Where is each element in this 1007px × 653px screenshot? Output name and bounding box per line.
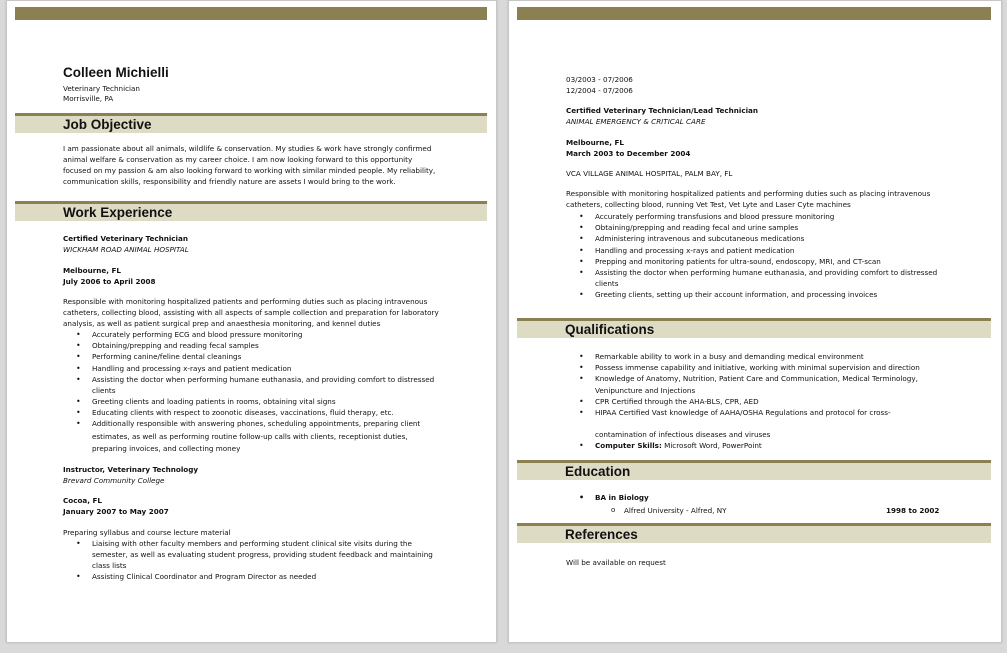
list-item-continuation: clients: [595, 279, 619, 288]
section-header-job-objective: Job Objective: [15, 113, 487, 133]
education-degree: • BA in Biology: [595, 492, 649, 503]
job-summary-line: catheters, collecting blood, running Vet Test, Vet Lyte and Laser Cyte machines: [566, 200, 851, 209]
list-item: • Knowledge of Anatomy, Nutrition, Patient Care and Communication, Medical Terminology,: [595, 373, 920, 384]
list-item: • Prepping and monitoring patients for ultra-sound, endoscopy, MRI, and CT-scan: [595, 256, 937, 267]
list-item: • Handling and processing x-rays and patient medication: [92, 363, 434, 374]
page-top-bar: [517, 7, 991, 20]
candidate-title: Veterinary Technician: [63, 84, 140, 93]
list-item-continuation: Venipuncture and Injections: [595, 386, 696, 395]
candidate-location: Morrisville, PA: [63, 94, 114, 103]
job-dates: March 2003 to December 2004: [566, 149, 691, 158]
job-dates: July 2006 to April 2008: [63, 277, 156, 286]
list-item: • Obtaining/prepping and reading fecal samples: [92, 340, 434, 351]
job-title: Instructor, Veterinary Technology: [63, 465, 199, 474]
job-bullet-list: [595, 211, 937, 278]
job-summary-line: Responsible with monitoring hospitalized patients and performing duties such as placing intravenous: [566, 189, 931, 198]
list-item: • Greeting clients and loading patients in rooms, obtaining vital signs: [92, 396, 420, 407]
candidate-name: Colleen Michielli: [63, 65, 169, 80]
job-summary-line: catheters, collecting blood, assisting with all aspects of sample collection and preparation for laboratory: [63, 308, 439, 317]
section-header-qualifications: Qualifications: [517, 318, 991, 338]
list-item-continuation: estimates, as well as performing routine follow-up calls with clients, receptionist duties,: [92, 432, 408, 441]
education-years: 1998 to 2002: [886, 506, 940, 515]
list-item: • Handling and processing x-rays and patient medication: [595, 245, 937, 256]
date-range: 03/2003 - 07/2006: [566, 75, 633, 84]
job-summary-line: Preparing syllabus and course lecture material: [63, 528, 231, 537]
objective-line: I am passionate about all animals, wildlife & conservation. My studies & work have strongly confirmed: [63, 144, 432, 153]
list-item-continuation: semester, as well as evaluating student progress, providing student feedback and maintaining: [92, 550, 433, 559]
job-bullet-list: [92, 329, 434, 385]
education-sublist: [624, 505, 727, 516]
qualifications-list: [595, 440, 762, 451]
computer-skills-label: Computer Skills:: [595, 441, 662, 450]
job-location: Melbourne, FL: [63, 266, 121, 275]
job-title: Certified Veterinary Technician/Lead Technician: [566, 106, 759, 115]
education-school: o Alfred University - Alfred, NY: [624, 505, 727, 516]
list-item-continuation: contamination of infectious diseases and viruses: [595, 430, 771, 439]
list-item-continuation: clients: [92, 386, 116, 395]
objective-line: focused on my passion & am also looking forward to working with similar minded people. My reliability,: [63, 166, 436, 175]
job-summary-line: analysis, as well as patient surgical prep and anaesthesia monitoring, and kennel duties: [63, 319, 381, 328]
list-item: • Remarkable ability to work in a busy and demanding medical environment: [595, 351, 920, 362]
list-item-computer-skills: [595, 440, 762, 451]
list-item: • Additionally responsible with answering phones, scheduling appointments, preparing client: [92, 418, 420, 429]
job-title: Certified Veterinary Technician: [63, 234, 188, 243]
list-item: • HIPAA Certified Vast knowledge of AAHA/OSHA Regulations and protocol for cross-: [595, 407, 891, 418]
job-location: Cocoa, FL: [63, 496, 102, 505]
job-summary-line: Responsible with monitoring hospitalized patients and performing duties such as placing intravenous: [63, 297, 428, 306]
resume-page-1: [6, 0, 497, 643]
list-item-continuation: preparing invoices, and collecting money: [92, 444, 241, 453]
computer-skills-value: Microsoft Word, PowerPoint: [661, 441, 762, 450]
job-bullet-list: [595, 289, 877, 300]
list-item: • Administering intravenous and subcutaneous medications: [595, 233, 937, 244]
section-header-education: Education: [517, 460, 991, 480]
page-top-bar: [15, 7, 487, 20]
list-item: • CPR Certified through the AHA-BLS, CPR, AED: [595, 396, 891, 407]
job-location: Melbourne, FL: [566, 138, 624, 147]
objective-line: communication skills, responsibility and friendly nature are assets I would bring to the work.: [63, 177, 396, 186]
resume-page-2: [508, 0, 1002, 643]
job-bullet-list: [92, 571, 316, 582]
job-dates: January 2007 to May 2007: [63, 507, 169, 516]
objective-line: animal welfare & conservation as my career choice. I am now looking forward to this opportunity: [63, 155, 413, 164]
hospital-name: VCA VILLAGE ANIMAL HOSPITAL, PALM BAY, FL: [566, 169, 733, 178]
date-range: 12/2004 - 07/2006: [566, 86, 633, 95]
list-item: • Possess immense capability and initiative, working with minimal supervision and direction: [595, 362, 920, 373]
list-item: • Educating clients with respect to zoonotic diseases, vaccinations, fluid therapy, etc.: [92, 407, 420, 418]
job-employer: ANIMAL EMERGENCY & CRITICAL CARE: [566, 117, 706, 126]
section-header-references: References: [517, 523, 991, 543]
list-item: • Accurately performing ECG and blood pressure monitoring: [92, 329, 434, 340]
job-employer: WICKHAM ROAD ANIMAL HOSPITAL: [63, 245, 189, 254]
references-text: Will be available on request: [566, 558, 666, 567]
list-item: • Performing canine/feline dental cleanings: [92, 351, 434, 362]
list-item: • Obtaining/prepping and reading fecal and urine samples: [595, 222, 937, 233]
qualifications-list: [595, 396, 891, 418]
list-item: • Liaising with other faculty members and performing student clinical site visits during the: [92, 538, 412, 549]
section-header-work-experience: Work Experience: [15, 201, 487, 221]
list-item-continuation: class lists: [92, 561, 127, 570]
list-item: • Assisting Clinical Coordinator and Program Director as needed: [92, 571, 316, 582]
job-employer: Brevard Community College: [63, 476, 165, 485]
job-bullet-list: [92, 396, 420, 430]
education-list: [595, 492, 649, 503]
job-bullet-list: [92, 538, 412, 549]
list-item: • Accurately performing transfusions and blood pressure monitoring: [595, 211, 937, 222]
list-item: • Assisting the doctor when performing humane euthanasia, and providing comfort to distressed: [92, 374, 434, 385]
list-item: • Greeting clients, setting up their account information, and processing invoices: [595, 289, 877, 300]
list-item: • Assisting the doctor when performing humane euthanasia, and providing comfort to distressed: [595, 267, 937, 278]
qualifications-list: [595, 351, 920, 385]
